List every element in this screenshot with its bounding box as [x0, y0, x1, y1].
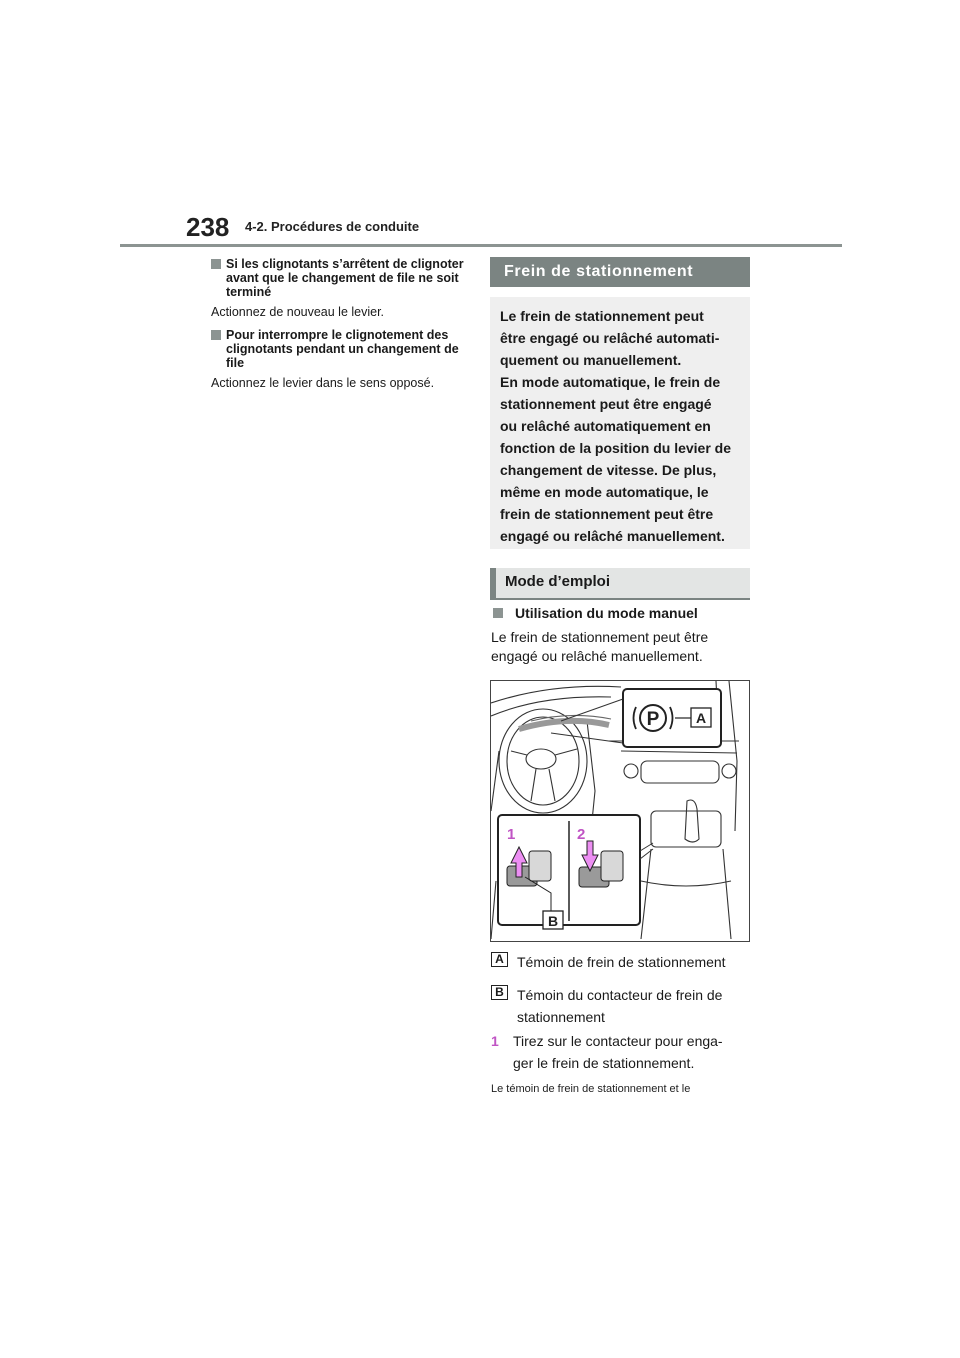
parking-brake-illustration: [490, 680, 750, 942]
subsection-heading: [491, 605, 751, 621]
legend-text: Témoin de frein de stationnement: [517, 954, 726, 970]
section-title: 4-2. Procédures de conduite: [245, 219, 420, 234]
legend-key-b: B: [491, 985, 508, 1000]
heading-line: terminé: [226, 285, 272, 299]
left-column: [211, 257, 473, 399]
step-label-1: 1: [507, 826, 516, 843]
mode-heading: Mode d’emploi: [490, 568, 750, 599]
step-number: 1: [491, 1033, 499, 1049]
intro-line: frein de stationnement peut être: [500, 506, 714, 522]
legend-b: [491, 984, 751, 1028]
intro-line: engagé ou relâché manuellement.: [500, 528, 725, 544]
step-text: Tirez sur le contacteur pour enga-: [513, 1033, 723, 1049]
intro-line: même en mode automatique, le: [500, 484, 709, 500]
heading-line: clignotants pendant un changement de: [226, 342, 459, 356]
section-banner: Frein de stationnement: [490, 257, 750, 287]
square-bullet-icon: [493, 608, 503, 618]
sub-heading-turn-signal-stop: [211, 257, 473, 299]
instruction-step-1: [491, 1030, 751, 1074]
legend-text: stationnement: [517, 1009, 605, 1025]
intro-line: fonction de la position du levier de: [500, 440, 732, 456]
callout-label-a: A: [695, 710, 707, 726]
legend-a: [491, 951, 751, 973]
cockpit-drawing: [491, 681, 749, 941]
step-label-2: 2: [577, 826, 586, 843]
legend-key-a: A: [491, 952, 508, 967]
intro-line: quement ou manuellement.: [500, 352, 682, 368]
intro-line: changement de vitesse. De plus,: [500, 462, 717, 478]
header-divider: [120, 244, 842, 247]
continued-text: Le témoin de frein de stationnement et le: [491, 1083, 691, 1095]
heading-line: Si les clignotants s’arrêtent de clignoter: [226, 257, 464, 271]
body-line: Le frein de stationnement peut être: [491, 629, 709, 645]
mode-divider: [490, 598, 750, 600]
step-text: ger le frein de stationnement.: [513, 1055, 695, 1071]
intro-line: être engagé ou relâché automati-: [500, 330, 720, 346]
intro-line: En mode automatique, le frein de: [500, 374, 721, 390]
body-text: Actionnez le levier dans le sens opposé.: [211, 376, 435, 390]
body-line: engagé ou relâché manuellement.: [491, 648, 703, 664]
subsection-title: Utilisation du mode manuel: [515, 605, 698, 621]
intro-box: [490, 297, 750, 549]
callout-label-b: B: [547, 913, 559, 929]
intro-line: stationnement peut être engagé: [500, 396, 712, 412]
square-bullet-icon: [211, 330, 221, 340]
legend-text: Témoin du contacteur de frein de: [517, 987, 723, 1003]
intro-line: Le frein de stationnement peut: [500, 308, 704, 324]
subsection-body: [491, 628, 749, 666]
page-number: 238: [186, 212, 230, 242]
sub-heading-interrupt-signal: [211, 328, 473, 370]
body-text: Actionnez de nouveau le levier.: [211, 305, 385, 319]
intro-line: ou relâché automatiquement en: [500, 418, 711, 434]
p-symbol: P: [646, 709, 660, 730]
square-bullet-icon: [211, 259, 221, 269]
heading-line: avant que le changement de file ne soit: [226, 271, 459, 285]
heading-line: Pour interrompre le clignotement des: [226, 328, 449, 342]
heading-line: file: [226, 356, 245, 370]
